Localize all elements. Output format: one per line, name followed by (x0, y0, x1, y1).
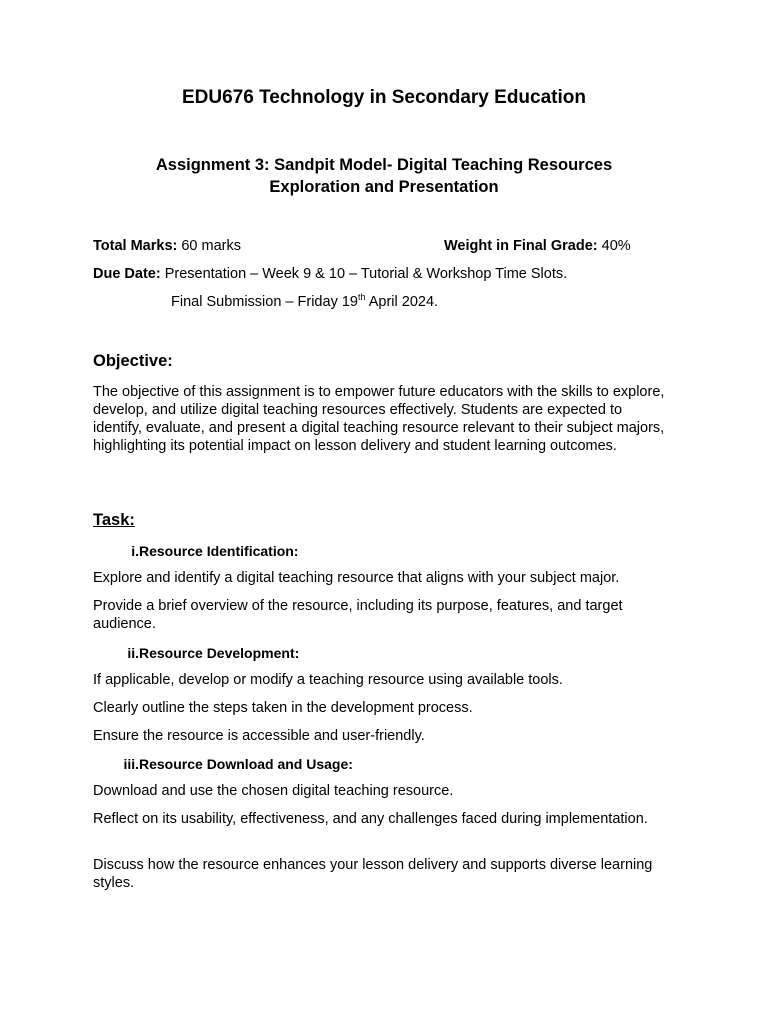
due-date-value: Presentation – Week 9 & 10 – Tutorial & Workshop Time Slots. (160, 266, 568, 282)
weight-value: 40% (597, 238, 631, 254)
total-marks-label: Total Marks: (93, 238, 178, 254)
assignment-title (0, 154, 768, 198)
task-paragraph: Ensure the resource is accessible and user-friendly. (93, 728, 425, 744)
final-submission-text: Final Submission – Friday 19 (171, 294, 358, 310)
section-title: Resource Download and Usage: (139, 756, 353, 772)
section-title: Resource Development: (139, 645, 300, 661)
section-numeral: i. (131, 543, 139, 559)
objective-heading: Objective: (93, 352, 173, 370)
task-section-iii-heading (93, 755, 353, 773)
section-numeral: ii. (127, 645, 139, 661)
total-marks-value: 60 marks (177, 238, 242, 254)
task-paragraph: Explore and identify a digital teaching resource that aligns with your subject major. (93, 570, 620, 586)
weight-label: Weight in Final Grade: (444, 238, 598, 254)
final-submission-date: April 2024. (365, 294, 439, 310)
total-marks (93, 237, 241, 255)
due-date (93, 265, 567, 283)
section-title: Resource Identification: (139, 543, 299, 559)
due-date-label: Due Date: (93, 266, 161, 282)
task-paragraph: Provide a brief overview of the resource, including its purpose, features, and target audience. (93, 598, 623, 632)
final-submission-suffix: th (357, 292, 366, 303)
task-paragraph: Discuss how the resource enhances your lesson delivery and supports diverse learning styles. (93, 857, 653, 891)
task-paragraph: Reflect on its usability, effectiveness, and any challenges faced during implementation. (93, 811, 648, 827)
section-numeral: iii. (123, 756, 139, 772)
assignment-title-line-2: Exploration and Presentation (269, 178, 499, 196)
task-paragraph: If applicable, develop or modify a teaching resource using available tools. (93, 672, 563, 688)
task-section-ii-heading (93, 644, 300, 662)
task-heading: Task: (93, 511, 135, 529)
task-paragraph: Download and use the chosen digital teaching resource. (93, 783, 454, 799)
final-submission (171, 293, 438, 311)
assignment-title-line-1: Assignment 3: Sandpit Model- Digital Teaching Resources (155, 156, 613, 174)
task-paragraph: Clearly outline the steps taken in the development process. (93, 700, 473, 716)
objective-text: The objective of this assignment is to empower future educators with the skills to explore, develop, and utilize digital teaching resources effectively. Students are expected to identify, evaluate, and present a digital teaching resource relevant to their subject majors, highlighting its potential impact on lesson delivery and student learning outcomes. (93, 384, 665, 454)
task-section-i-heading (93, 542, 299, 560)
weight-in-final-grade (444, 237, 631, 255)
course-title: EDU676 Technology in Secondary Education (181, 87, 586, 108)
